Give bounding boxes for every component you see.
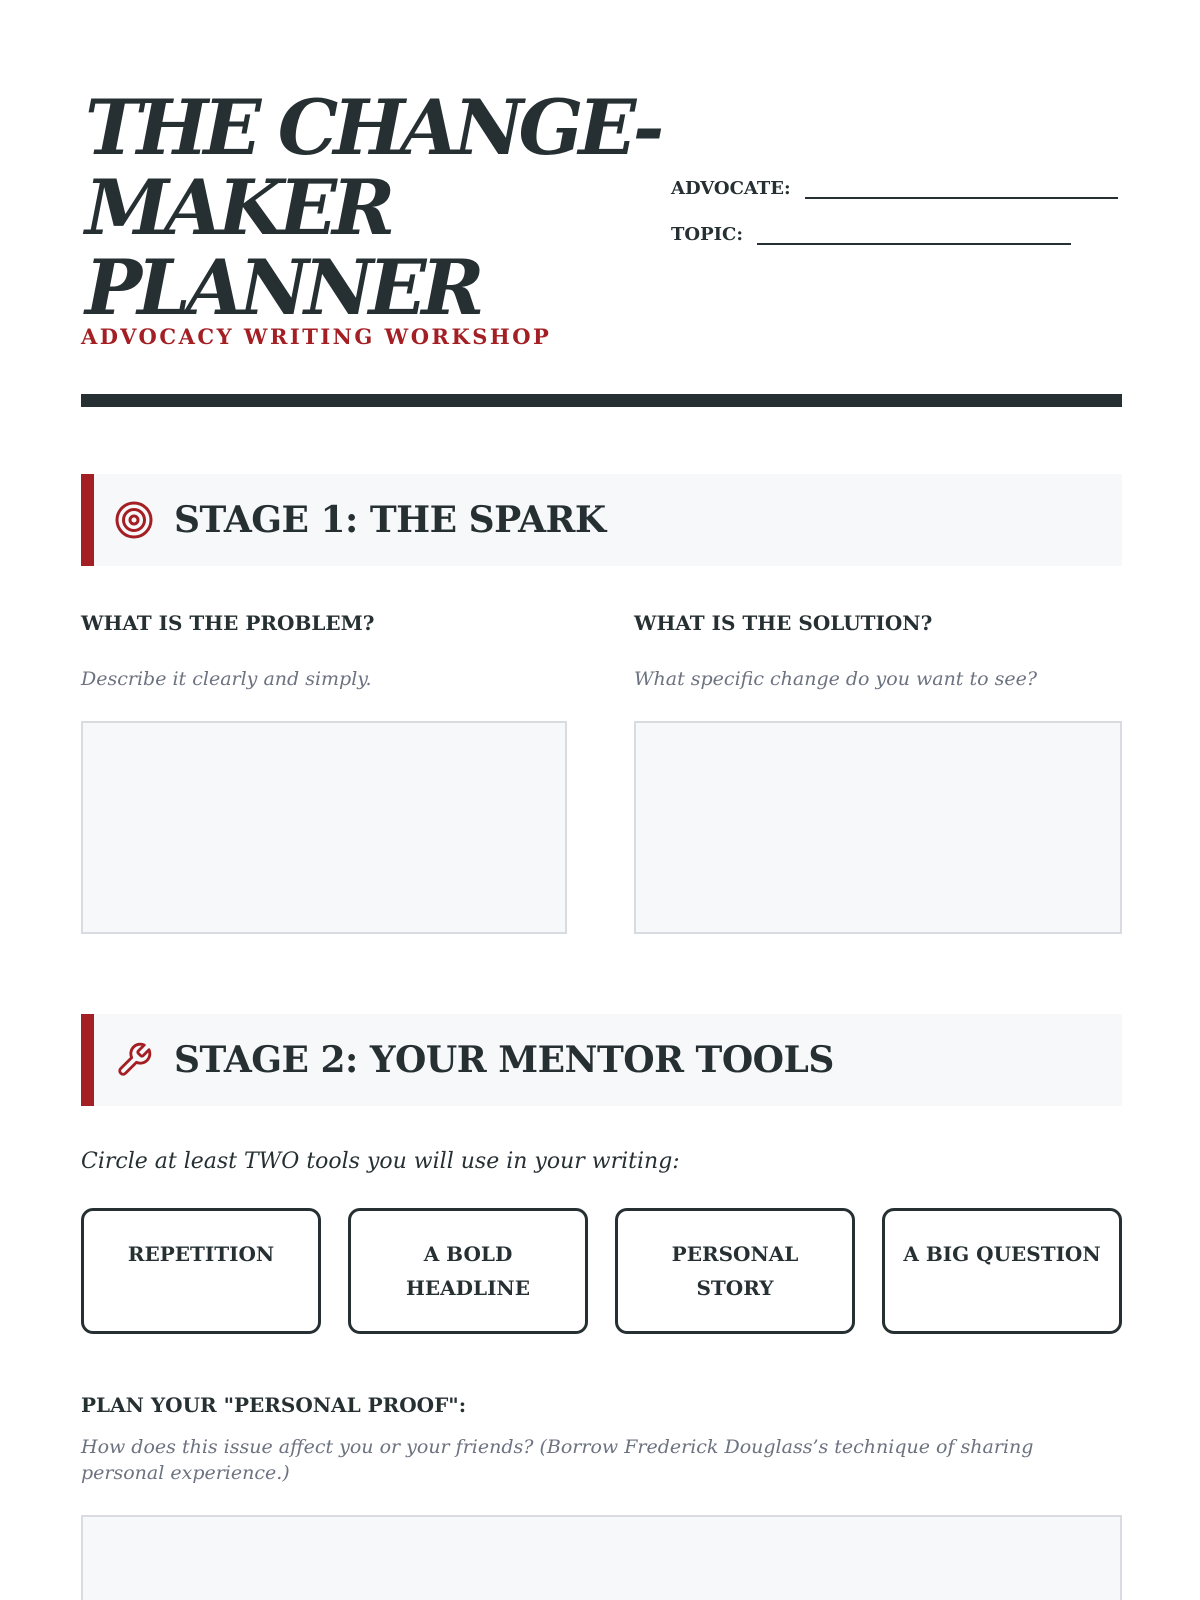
title-line-3: PLANNER [85, 243, 480, 332]
stage-1-header [81, 474, 1122, 566]
problem-question-hint: Describe it clearly and simply. [81, 668, 372, 690]
advocate-line[interactable] [805, 179, 1118, 199]
tool-label: PERSONAL STORY [671, 1242, 799, 1300]
topic-line[interactable] [757, 225, 1071, 245]
tool-bold-headline[interactable] [348, 1208, 588, 1334]
tool-personal-story[interactable] [615, 1208, 855, 1334]
personal-proof-answer-box[interactable] [81, 1515, 1122, 1600]
problem-question-label: WHAT IS THE PROBLEM? [81, 611, 375, 635]
header-divider [81, 394, 1122, 407]
wrench-icon [115, 1041, 153, 1079]
topic-field [671, 224, 1071, 245]
tool-label: REPETITION [127, 1242, 275, 1266]
page-subtitle: ADVOCACY WRITING WORKSHOP [81, 324, 552, 349]
tool-big-question[interactable] [882, 1208, 1122, 1334]
tool-repetition[interactable] [81, 1208, 321, 1334]
stage-1-title: STAGE 1: THE SPARK [174, 499, 606, 541]
personal-proof-hint: How does this issue affect you or your friends? (Borrow Frederick Douglass’s technique of sharing personal experience.) [81, 1436, 1034, 1484]
stage-2-header [81, 1014, 1122, 1106]
title-line-1: THE CHANGE- [85, 83, 660, 172]
advocate-field [671, 178, 1118, 199]
target-icon [115, 501, 153, 539]
problem-answer-box[interactable] [81, 721, 567, 934]
tool-label: A BIG QUESTION [903, 1242, 1101, 1266]
solution-question-label: WHAT IS THE SOLUTION? [634, 611, 933, 635]
advocate-label: ADVOCATE: [671, 178, 791, 199]
personal-proof-label: PLAN YOUR "PERSONAL PROOF": [81, 1393, 467, 1417]
worksheet-header [81, 83, 1122, 408]
topic-label: TOPIC: [671, 224, 743, 245]
tools-instruction: Circle at least TWO tools you will use in your writing: [81, 1149, 680, 1174]
stage-2-title: STAGE 2: YOUR MENTOR TOOLS [174, 1039, 834, 1081]
page-title [85, 83, 660, 332]
solution-question-hint: What specific change do you want to see? [634, 668, 1038, 690]
tool-label: A BOLD HEADLINE [406, 1242, 530, 1300]
mentor-tools-list [81, 1208, 1122, 1334]
solution-answer-box[interactable] [634, 721, 1122, 934]
title-line-2: MAKER [85, 163, 391, 252]
